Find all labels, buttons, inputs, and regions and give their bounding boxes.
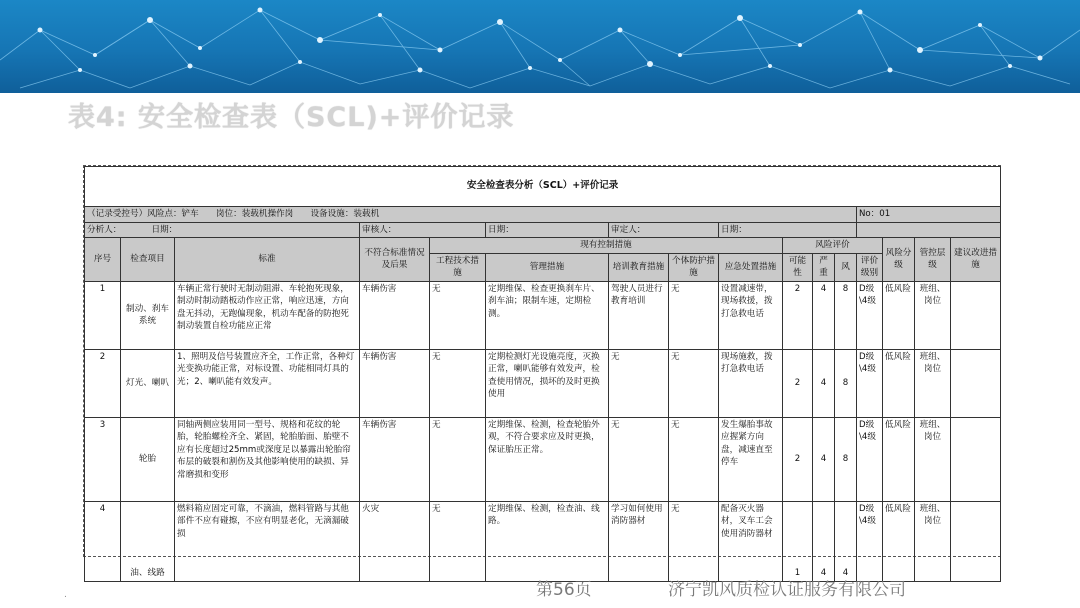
cell-item: 轮胎: [121, 417, 175, 501]
cell-training: 无: [609, 417, 669, 501]
cell-management: 定期维保、检查更换刹车片、刹车油；限制车速，定期检测。: [486, 281, 609, 349]
cell-item: 灯光、喇叭: [121, 349, 175, 417]
header-ppe: 个体防护措施: [669, 253, 719, 281]
cell-risk-grade: 低风险: [883, 349, 915, 417]
cell-risk-grade: 低风险: [883, 281, 915, 349]
page-number: 第56页: [536, 580, 592, 600]
cell-consequence: 车辆伤害: [360, 417, 430, 501]
cell-risk-grade: 低风险: [883, 501, 915, 581]
cell-level: D级\4级: [857, 281, 883, 349]
cell-risk: 8: [835, 281, 857, 349]
cell-management: 定期维保、检测，检查轮胎外观，不符合要求应及时更换，保证胎压正常。: [486, 417, 609, 501]
cell-engineering: 无: [430, 281, 486, 349]
cell-level: D级\4级: [857, 349, 883, 417]
cell-suggest: [951, 281, 1001, 349]
cell-suggest: [951, 417, 1001, 501]
signoff-blank: [857, 222, 1001, 238]
header-banner: [0, 0, 1080, 93]
date-3: 日期：: [719, 222, 857, 238]
table-row: [85, 417, 1001, 501]
table-row: [85, 349, 1001, 417]
cell-emergency: 发生爆胎事故应握紧方向盘，减速直至停车: [719, 417, 783, 501]
record-row: [85, 207, 1001, 223]
header-current-measures: 现有控制措施: [430, 238, 783, 254]
reviewer-label: 审核人：: [360, 222, 486, 238]
table-title: 安全检查表分析（SCL）+评价记录: [85, 167, 1001, 207]
cell-level: D级\4级: [857, 501, 883, 581]
cell-emergency: 现场施救，拨打急救电话: [719, 349, 783, 417]
header-row-1: [85, 238, 1001, 254]
cell-level: D级\4级: [857, 417, 883, 501]
header-standard: 标准: [175, 238, 360, 282]
cell-control-level: 班组、岗位: [915, 501, 951, 581]
cell-consequence: 火灾: [360, 501, 430, 581]
header-management: 管理措施: [486, 253, 609, 281]
cell-seq: 2: [85, 349, 121, 417]
cell-risk-grade: 低风险: [883, 417, 915, 501]
cell-severity: 4: [813, 417, 835, 501]
cell-severity: 4: [813, 281, 835, 349]
slide-title: 表4: 安全检查表（SCL)+评价记录: [68, 102, 515, 133]
cell-suggest: [951, 349, 1001, 417]
cell-ppe: 无: [669, 417, 719, 501]
cell-likelihood: 2: [783, 417, 813, 501]
cell-engineering: 无: [430, 349, 486, 417]
cell-training: 学习如何使用消防器材: [609, 501, 669, 581]
company-name: 济宁凯风质检认证服务有限公司: [668, 580, 906, 600]
header-severity: 严重: [813, 253, 835, 281]
cell-item: 油、线路: [121, 501, 175, 581]
document-image: [83, 165, 1001, 578]
cell-likelihood: 1: [783, 501, 813, 581]
cell-control-level: 班组、岗位: [915, 349, 951, 417]
cell-standard: 车辆正常行驶时无制动阻滞、车轮抱死现象，制动时制动踏板动作应正常，响应迅速，方向盘无抖动，无跑偏现象，机动车配备的防抱死制动装置自检功能应正常: [175, 281, 360, 349]
header-control-level: 管控层级: [915, 238, 951, 282]
cell-suggest: [951, 501, 1001, 581]
cell-risk: 4: [835, 501, 857, 581]
cell-standard: 同轴两侧应装用同一型号、规格和花纹的轮胎，轮胎螺栓齐全、紧固，轮胎胎面、胎壁不应有长度超过25mm或深度足以暴露出轮胎帘布层的破裂和割伤及其他影响使用的缺损、异常磨损和变形: [175, 417, 360, 501]
header-training: 培训教育措施: [609, 253, 669, 281]
cell-consequence: 车辆伤害: [360, 281, 430, 349]
cell-management: 定期检测灯光设施亮度，灭换正常，喇叭能够有效发声，检查使用情况，损坏的及时更换使用: [486, 349, 609, 417]
cell-likelihood: 2: [783, 349, 813, 417]
cell-seq: 3: [85, 417, 121, 501]
cell-consequence: 车辆伤害: [360, 349, 430, 417]
cell-standard: 燃料箱应固定可靠，不滴油，燃料管路与其他部件不应有碰擦，不应有明显老化，无滴漏破损: [175, 501, 360, 581]
header-risk-eval: 风险评价: [783, 238, 883, 254]
cell-management: 定期维保、检测，检查油、线路。: [486, 501, 609, 581]
header-item: 检查项目: [121, 238, 175, 282]
cell-ppe: 无: [669, 281, 719, 349]
cell-ppe: 无: [669, 501, 719, 581]
scl-table: [84, 166, 1001, 582]
approver-label: 审定人：: [609, 222, 719, 238]
footer-dot: .: [64, 590, 67, 600]
header-risk: 风: [835, 253, 857, 281]
cell-engineering: 无: [430, 417, 486, 501]
header-level: 评价级别: [857, 253, 883, 281]
cell-item: 制动、刹车系统: [121, 281, 175, 349]
header-likelihood: 可能性: [783, 253, 813, 281]
network-pattern-icon: [0, 0, 1080, 93]
table-row: [85, 501, 1001, 581]
cell-standard: 1、照明及信号装置应齐全，工作正常，各种灯光变换功能正常，对标设置、功能相同灯具的光；2、喇叭能有效发声。: [175, 349, 360, 417]
cell-training: 驾驶人员进行教育培训: [609, 281, 669, 349]
date-2: 日期：: [486, 222, 609, 238]
record-line: （记录受控号）风险点：铲车 岗位：装载机操作岗 设备设施：装载机: [85, 207, 857, 223]
date-1: 日期：: [151, 224, 178, 235]
cell-training: 无: [609, 349, 669, 417]
cell-seq: 1: [85, 281, 121, 349]
cell-severity: 4: [813, 501, 835, 581]
cell-likelihood: 2: [783, 281, 813, 349]
cell-engineering: 无: [430, 501, 486, 581]
table-title-row: [85, 167, 1001, 207]
cell-emergency: 设置减速带，现场救援，拨打急救电话: [719, 281, 783, 349]
cell-risk: 8: [835, 417, 857, 501]
analyst: 分析人：: [87, 224, 118, 235]
signoff-row: [85, 222, 1001, 238]
table-row: [85, 281, 1001, 349]
cell-seq: 4: [85, 501, 121, 581]
record-no: No：01: [857, 207, 1001, 223]
cell-risk: 8: [835, 349, 857, 417]
cell-emergency: 配备灭火器材，叉车工会使用消防器材: [719, 501, 783, 581]
analyst-label: [85, 222, 360, 238]
header-seq: 序号: [85, 238, 121, 282]
header-engineering: 工程技术措施: [430, 253, 486, 281]
header-suggest: 建议改进措施: [951, 238, 1001, 282]
cell-severity: 4: [813, 349, 835, 417]
cell-control-level: 班组、岗位: [915, 417, 951, 501]
cell-control-level: 班组、岗位: [915, 281, 951, 349]
header-risk-grade: 风险分级: [883, 238, 915, 282]
header-emergency: 应急处置措施: [719, 253, 783, 281]
cell-ppe: 无: [669, 349, 719, 417]
header-consequence: 不符合标准情况及后果: [360, 238, 430, 282]
